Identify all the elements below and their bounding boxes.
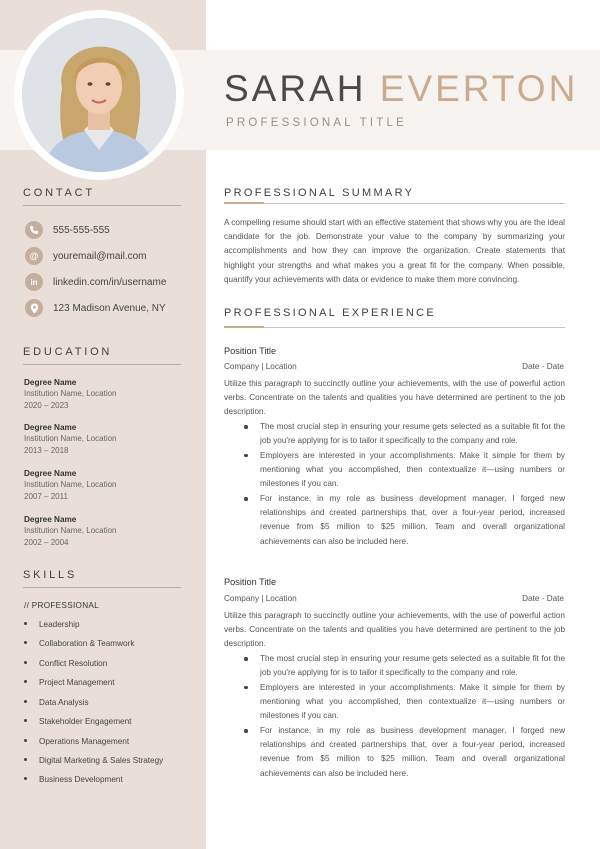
education-item [24,377,117,411]
institution: Institution Name, Location [24,389,117,399]
contact-email[interactable] [25,247,147,265]
skills-heading: SKILLS [23,569,78,581]
skills-divider [23,587,181,588]
skill-item: Stakeholder Engagement [24,717,131,726]
location-pin-icon [25,299,43,317]
first-name: SARAH [224,68,367,109]
degree-name: Degree Name [24,515,77,524]
skill-item: Project Management [24,678,115,687]
linkedin-icon: in [25,273,43,291]
education-years: 2020 – 2023 [24,400,69,410]
contact-phone [25,221,110,239]
linkedin-text[interactable]: linkedin.com/in/username [53,276,167,288]
contact-linkedin[interactable] [25,273,166,291]
list-item: For instance, in my role as business development manager, I forged new relationships and created partnerships that, over a four-year period, increased revenue from $5 million to $25 million. Team and overall organizational achievements can also be included here. [242,492,565,549]
address-text: 123 Madison Avenue, NY [53,302,166,314]
institution: Institution Name, Location [24,526,117,536]
phone-icon [25,221,43,239]
email-text[interactable]: youremail@mail.com [53,250,147,262]
skill-item: Leadership [24,620,80,629]
profile-photo [22,18,176,172]
skill-item: Collaboration & Teamwork [24,639,134,648]
degree-name: Degree Name [24,469,77,478]
institution: Institution Name, Location [24,480,117,490]
job-description: Utilize this paragraph to succinctly outline your achievements, with the use of powerful action verbs. Concentrate on the talents and qualities you have determined are pertinent to the job description. [224,611,565,649]
skill-item: Conflict Resolution [24,659,107,668]
skill-item: Data Analysis [24,698,89,707]
skill-item: Operations Management [24,737,129,746]
education-years: 2007 – 2011 [24,491,68,501]
professional-title: PROFESSIONAL TITLE [226,117,407,129]
experience-accent [224,326,264,328]
job-date: Date - Date [522,594,564,603]
education-item [24,422,117,456]
last-name: EVERTON [379,68,579,109]
list-item: The most crucial step in ensuring your resume gets selected as a suitable fit for the job you're applying for is to tailor it specifically to the company and role. [242,420,565,448]
job-date: Date - Date [522,362,564,371]
list-item: Employers are interested in your accomplishments. Make it simple for them by mentioning what you accomplished, then contextualize it—using numbers or milestones if you can. [242,449,565,492]
education-divider [23,364,181,365]
job-bullets [242,420,565,549]
summary-text: A compelling resume should start with an effective statement that shows why you are the ideal candidate for the job. Demonstrate your value to the company by summarizing your accomplishments and how they can improve the organization. Create statements that highlight your strengths and what makes you a great fit for the company. When possible, quantify your achievements with data or evidence to make them more convincing. [224,218,565,284]
contact-heading: CONTACT [23,187,95,199]
summary-accent [224,202,264,204]
skills-subheading: // PROFESSIONAL [24,601,100,610]
job-description: Utilize this paragraph to succinctly outline your achievements, with the use of powerful action verbs. Concentrate on the talents and qualities you have determined are pertinent to the job description. [224,379,565,417]
position-title: Position Title [224,346,277,356]
skill-item: Business Development [24,775,123,784]
position-title: Position Title [224,577,277,587]
list-item: The most crucial step in ensuring your resume gets selected as a suitable fit for the job you're applying for is to tailor it specifically to the company and role. [242,652,565,680]
portrait-illustration [22,18,176,172]
list-item: Employers are interested in your accomplishments. Make it simple for them by mentioning what you accomplished, then contextualize it—using numbers or milestones if you can. [242,681,565,724]
phone-text: 555-555-555 [53,224,110,236]
at-icon: @ [25,247,43,265]
education-item [24,514,117,548]
candidate-name [224,68,578,110]
education-heading: EDUCATION [23,346,113,358]
list-item: For instance, in my role as business development manager, I forged new relationships and created partnerships that, over a four-year period, increased revenue from $5 million to $25 million. Team and overall organizational achievements can also be included here. [242,724,565,781]
education-years: 2013 – 2018 [24,445,69,455]
experience-divider [224,327,565,328]
contact-divider [23,205,181,206]
summary-heading: PROFESSIONAL SUMMARY [224,187,415,199]
degree-name: Degree Name [24,378,77,387]
education-years: 2002 – 2004 [24,537,69,547]
skill-item: Digital Marketing & Sales Strategy [24,756,163,765]
summary-divider [224,203,565,204]
degree-name: Degree Name [24,423,77,432]
experience-heading: PROFESSIONAL EXPERIENCE [224,307,437,319]
institution: Institution Name, Location [24,434,117,444]
company-location: Company | Location [224,362,297,371]
job-bullets [242,652,565,781]
company-location: Company | Location [224,594,297,603]
contact-address [25,299,166,317]
education-item [24,468,117,502]
